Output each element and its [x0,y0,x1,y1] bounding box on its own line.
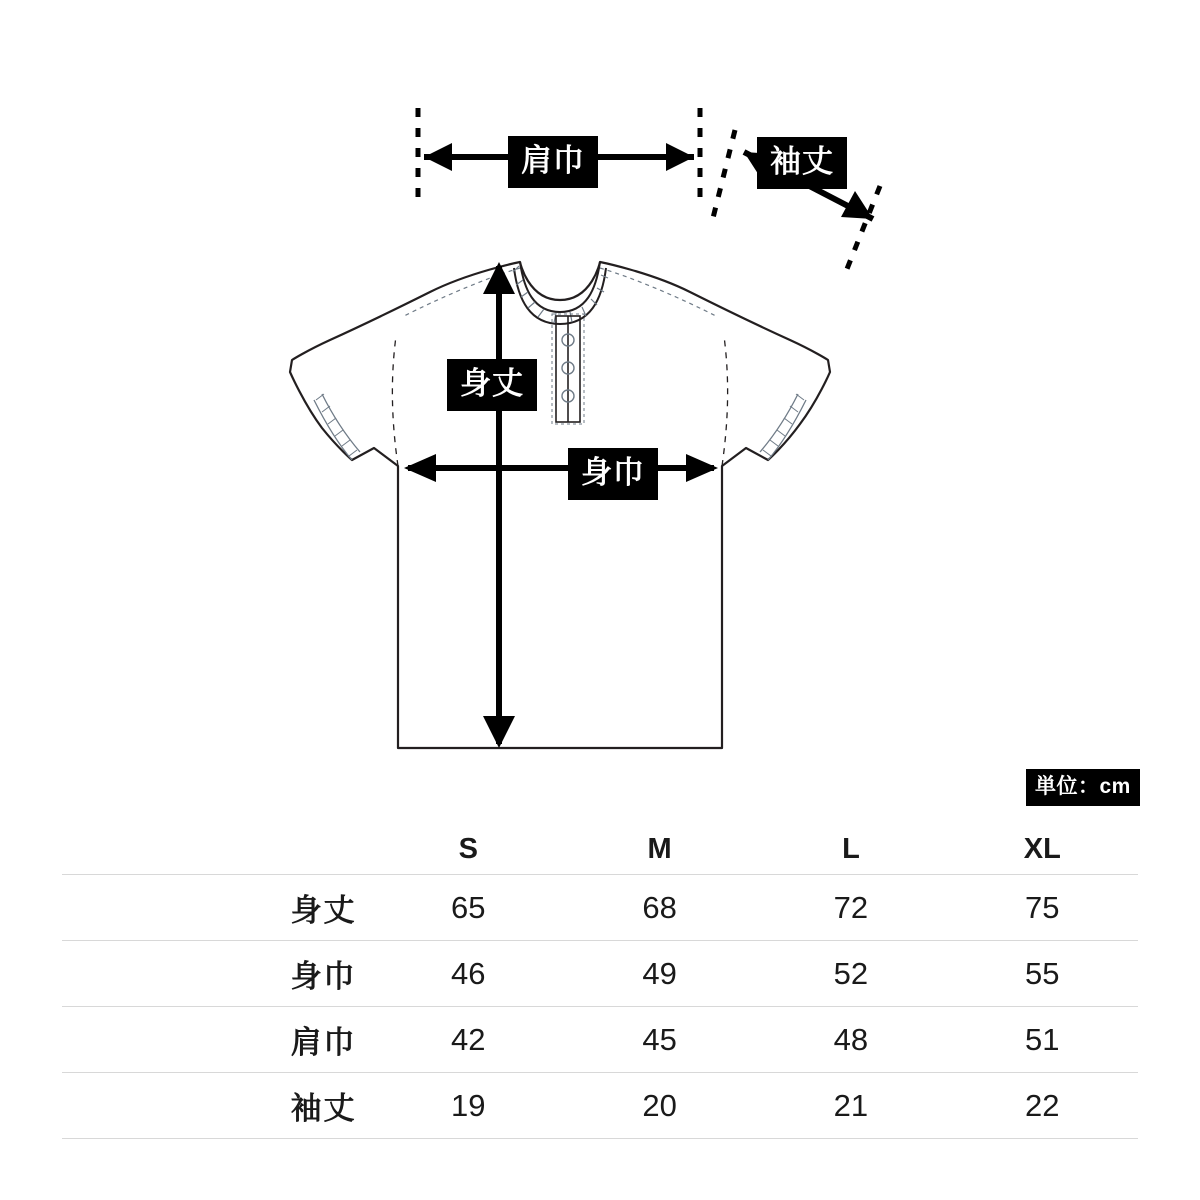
row-label-shoulder-width: 肩巾 [290,1025,357,1060]
row-label-sleeve-length: 袖丈 [290,1091,357,1126]
cell-body-width-s: 46 [450,955,486,991]
cell-body-length-m: 68 [642,889,677,925]
table-header-row [62,824,1138,875]
cell-shoulder-width-xl: 51 [1025,1021,1060,1057]
cell-shoulder-width-s: 42 [450,1021,486,1057]
table-row [62,1007,1138,1073]
size-table-head [62,824,1138,875]
cell-body-width-l: 52 [833,955,869,991]
unit-note-badge: 単位：cm [1026,769,1140,806]
cell-body-length-l: 72 [833,889,869,925]
cell-body-width-xl: 55 [1025,955,1060,991]
cell-body-length-xl: 75 [1025,889,1060,925]
tshirt-outline [290,262,830,748]
table-header-m: M [647,832,672,865]
label-shoulder-width: 肩巾 [508,136,598,188]
cell-body-width-m: 49 [642,955,677,991]
row-label-body-length: 身丈 [290,893,357,928]
label-body-width: 身巾 [568,448,658,500]
cell-sleeve-length-s: 19 [450,1087,486,1123]
table-corner-header [62,824,373,875]
table-row [62,875,1138,941]
table-row [62,941,1138,1007]
size-table-body [62,875,1138,1139]
cell-sleeve-length-xl: 22 [1025,1087,1060,1123]
cell-shoulder-width-l: 48 [833,1021,869,1057]
cell-shoulder-width-m: 45 [642,1021,677,1057]
table-row [62,1073,1138,1139]
row-label-body-width: 身巾 [290,959,357,994]
table-header-s: S [458,832,478,865]
size-table [62,824,1138,1139]
table-header-xl: XL [1023,832,1061,865]
cell-sleeve-length-m: 20 [642,1087,677,1123]
table-header-l: L [842,832,860,865]
label-body-length: 身丈 [447,359,537,411]
label-sleeve-length: 袖丈 [757,137,847,189]
cell-body-length-s: 65 [450,889,486,925]
cell-sleeve-length-l: 21 [833,1087,869,1123]
